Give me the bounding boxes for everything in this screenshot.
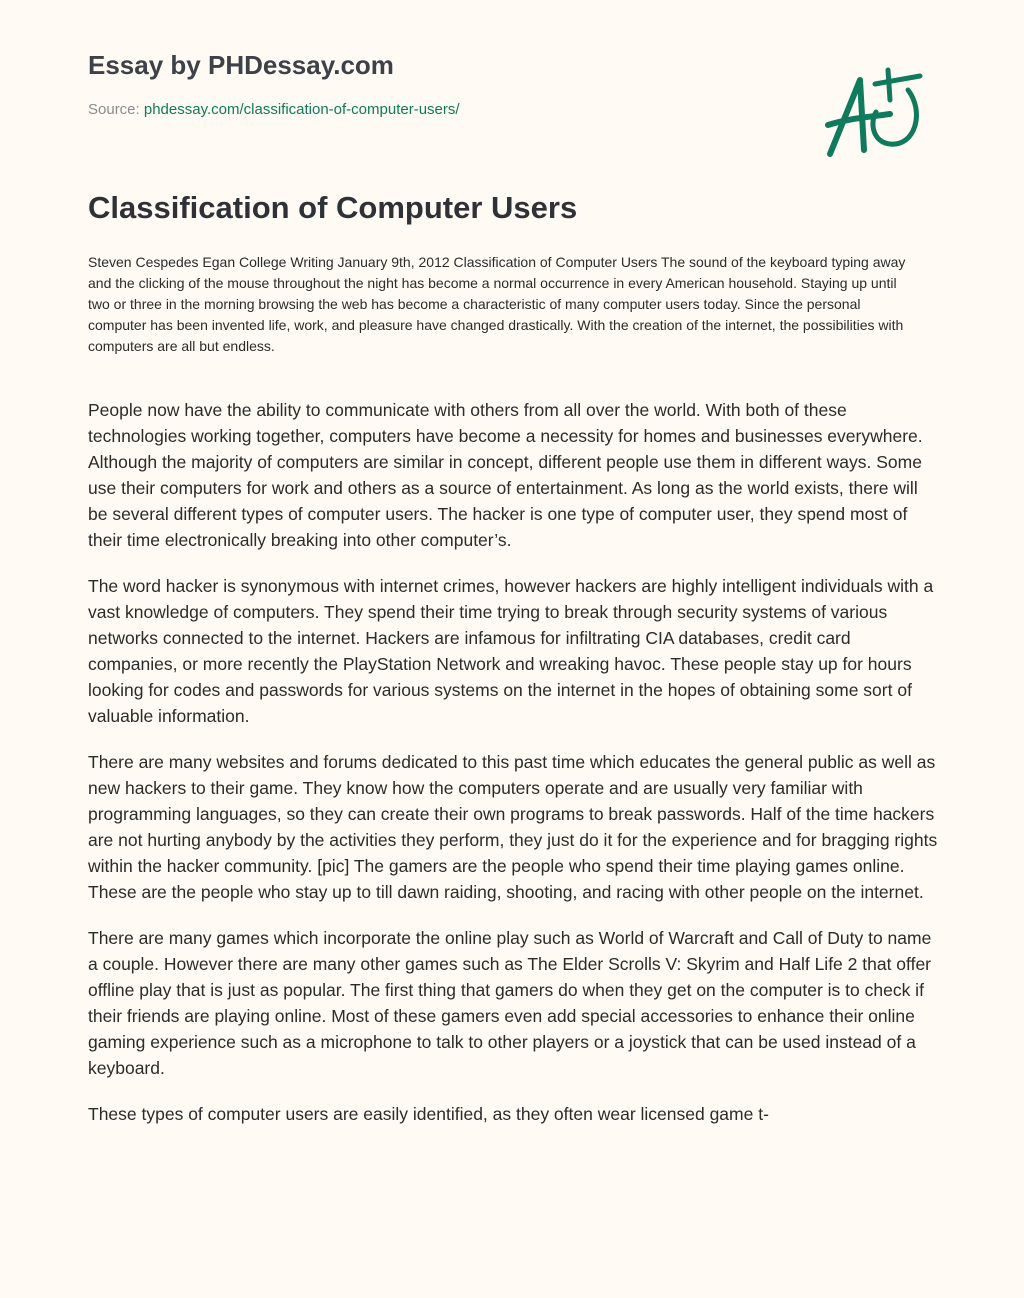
- essay-paragraph: People now have the ability to communicate with others from all over the world. With both of these technologies working together, computers have become a necessity for homes and businesses everywhere. Although the majority of computers are similar in concept, different people use them in different ways. Some use their computers for work and others as a source of entertainment. As long as the world exists, there will be several different types of computer users. The hacker is one type of computer user, they spend most of their time electronically breaking into other computer’s.: [88, 400, 923, 550]
- site-brand: Essay by PHDessay.com: [88, 50, 394, 80]
- essay-body: [88, 397, 938, 1147]
- essay-paragraph: There are many websites and forums dedicated to this past time which educates the general public as well as new hackers to their game. They know how the computers operate and are usually very familiar with programming languages, so they can create their own programs to break passwords. Half of the time hackers are not hurting anybody by the activities they perform, they just do it for the experience and for bragging rights within the hacker community. [pic] The gamers are the people who spend their time playing games online. These are the people who stay up to till dawn raiding, shooting, and racing with other people on the internet.: [88, 752, 938, 902]
- intro-paragraph: Steven Cespedes Egan College Writing January 9th, 2012 Classification of Computer Users The sound of the keyboard typing away and the clicking of the mouse throughout the night has become a normal occurrence in every American household. Staying up until two or three in the morning browsing the web has become a characteristic of many computer users today. Since the personal computer has been invented life, work, and pleasure have changed drastically. With the creation of the internet, the possibilities with computers are all but endless.: [88, 254, 906, 354]
- a-plus-logo-icon: [820, 62, 930, 167]
- page-title: Classification of Computer Users: [88, 190, 578, 225]
- source-label: Source:: [88, 101, 140, 118]
- essay-paragraph: These types of computer users are easily identified, as they often wear licensed game t-: [88, 1104, 769, 1124]
- essay-paragraph: The word hacker is synonymous with internet crimes, however hackers are highly intelligent individuals with a vast knowledge of computers. They spend their time trying to break through security systems of various networks connected to the internet. Hackers are infamous for infiltrating CIA databases, credit card companies, or more recently the PlayStation Network and wreaking havoc. These people stay up for hours looking for codes and passwords for various systems on the internet in the hopes of obtaining some sort of valuable information.: [88, 576, 934, 726]
- source-line: [88, 101, 460, 118]
- essay-paragraph: There are many games which incorporate the online play such as World of Warcraft and Call of Duty to name a couple. However there are many other games such as The Elder Scrolls V: Skyrim and Half Life 2 that offer offline play that is just as popular. The first thing that gamers do when they get on the computer is to check if their friends are playing online. Most of these gamers even add special accessories to enhance their online gaming experience such as a microphone to talk to other players or a joystick that can be used instead of a keyboard.: [88, 928, 932, 1078]
- source-link[interactable]: phdessay.com/classification-of-computer-users/: [143, 101, 460, 118]
